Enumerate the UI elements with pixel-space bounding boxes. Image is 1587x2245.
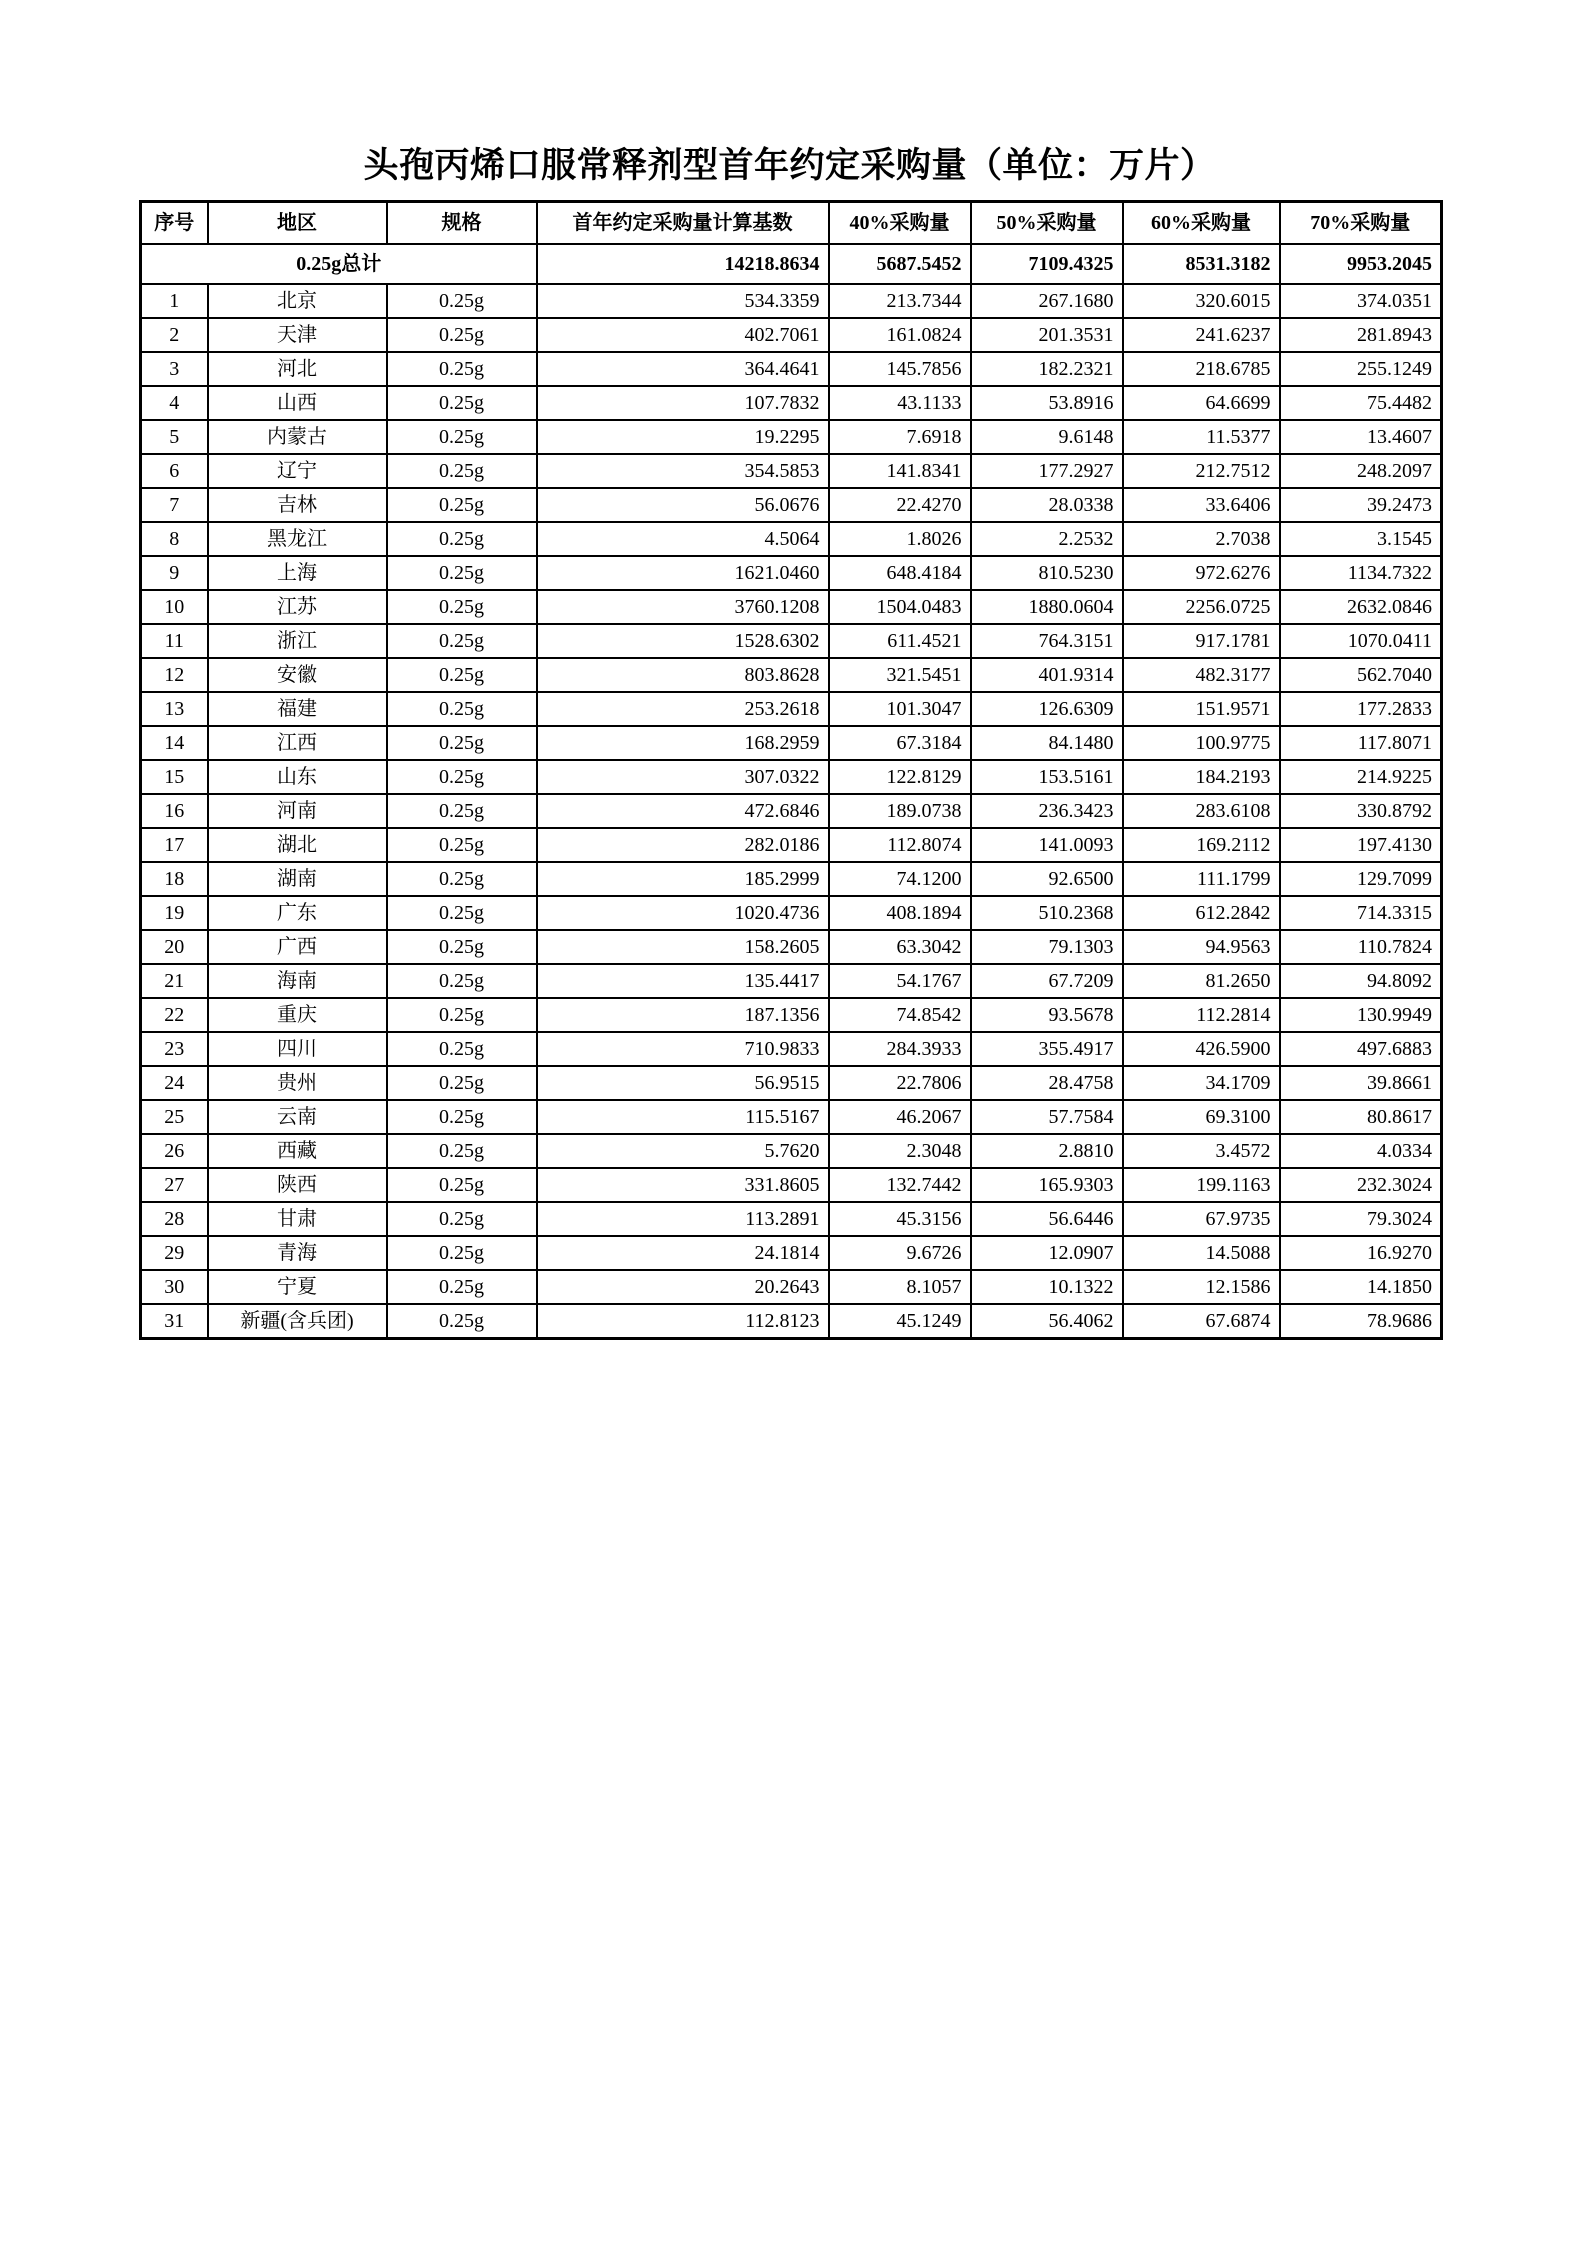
pct40-value: 45.1249: [829, 1304, 971, 1339]
spec: 0.25g: [387, 930, 537, 964]
base-value: 803.8628: [537, 658, 829, 692]
pct40-value: 145.7856: [829, 352, 971, 386]
pct40-value: 22.4270: [829, 488, 971, 522]
table-row: [141, 692, 1442, 726]
pct60-value: 12.1586: [1123, 1270, 1280, 1304]
region-name: 陕西: [208, 1168, 387, 1202]
region-name: 西藏: [208, 1134, 387, 1168]
total-base-value: 14218.8634: [537, 244, 829, 284]
base-value: 4.5064: [537, 522, 829, 556]
spec: 0.25g: [387, 1202, 537, 1236]
pct60-value: 241.6237: [1123, 318, 1280, 352]
row-index: 9: [141, 556, 208, 590]
column-header: 首年约定采购量计算基数: [537, 202, 829, 245]
spec: 0.25g: [387, 1168, 537, 1202]
pct50-value: 12.0907: [971, 1236, 1123, 1270]
pct50-value: 53.8916: [971, 386, 1123, 420]
row-index: 8: [141, 522, 208, 556]
document-sheet: [139, 138, 1440, 1340]
pct50-value: 57.7584: [971, 1100, 1123, 1134]
pct70-value: 497.6883: [1280, 1032, 1442, 1066]
pct60-value: 972.6276: [1123, 556, 1280, 590]
pct70-value: 75.4482: [1280, 386, 1442, 420]
page-title: 头孢丙烯口服常释剂型首年约定采购量（单位：万片）: [363, 146, 1216, 185]
region-name: 辽宁: [208, 454, 387, 488]
pct50-value: 236.3423: [971, 794, 1123, 828]
row-index: 5: [141, 420, 208, 454]
spec: 0.25g: [387, 1304, 537, 1339]
pct40-value: 46.2067: [829, 1100, 971, 1134]
pct40-value: 141.8341: [829, 454, 971, 488]
pct70-value: 281.8943: [1280, 318, 1442, 352]
pct70-value: 2632.0846: [1280, 590, 1442, 624]
pct60-value: 184.2193: [1123, 760, 1280, 794]
region-name: 广东: [208, 896, 387, 930]
pct40-value: 63.3042: [829, 930, 971, 964]
row-index: 3: [141, 352, 208, 386]
pct60-value: 3.4572: [1123, 1134, 1280, 1168]
row-index: 17: [141, 828, 208, 862]
pct60-value: 69.3100: [1123, 1100, 1280, 1134]
region-name: 河北: [208, 352, 387, 386]
row-index: 15: [141, 760, 208, 794]
region-name: 天津: [208, 318, 387, 352]
region-name: 江西: [208, 726, 387, 760]
region-name: 河南: [208, 794, 387, 828]
pct60-value: 64.6699: [1123, 386, 1280, 420]
pct70-value: 78.9686: [1280, 1304, 1442, 1339]
table-row: [141, 1100, 1442, 1134]
pct40-value: 122.8129: [829, 760, 971, 794]
region-name: 内蒙古: [208, 420, 387, 454]
pct60-value: 67.6874: [1123, 1304, 1280, 1339]
total-p70-value: 9953.2045: [1280, 244, 1442, 284]
base-value: 112.8123: [537, 1304, 829, 1339]
pct40-value: 101.3047: [829, 692, 971, 726]
pct40-value: 112.8074: [829, 828, 971, 862]
row-index: 30: [141, 1270, 208, 1304]
pct70-value: 248.2097: [1280, 454, 1442, 488]
pct50-value: 177.2927: [971, 454, 1123, 488]
pct40-value: 611.4521: [829, 624, 971, 658]
table-row: [141, 556, 1442, 590]
pct50-value: 28.4758: [971, 1066, 1123, 1100]
row-index: 18: [141, 862, 208, 896]
pct70-value: 79.3024: [1280, 1202, 1442, 1236]
base-value: 115.5167: [537, 1100, 829, 1134]
pct40-value: 8.1057: [829, 1270, 971, 1304]
base-value: 354.5853: [537, 454, 829, 488]
base-value: 24.1814: [537, 1236, 829, 1270]
spec: 0.25g: [387, 964, 537, 998]
spec: 0.25g: [387, 556, 537, 590]
pct50-value: 2.8810: [971, 1134, 1123, 1168]
base-value: 56.9515: [537, 1066, 829, 1100]
region-name: 四川: [208, 1032, 387, 1066]
region-name: 北京: [208, 284, 387, 318]
region-name: 山西: [208, 386, 387, 420]
base-value: 307.0322: [537, 760, 829, 794]
pct50-value: 84.1480: [971, 726, 1123, 760]
table-row: [141, 590, 1442, 624]
pct70-value: 80.8617: [1280, 1100, 1442, 1134]
pct50-value: 1880.0604: [971, 590, 1123, 624]
column-header: 60%采购量: [1123, 202, 1280, 245]
region-name: 山东: [208, 760, 387, 794]
base-value: 534.3359: [537, 284, 829, 318]
table-row: [141, 1202, 1442, 1236]
pct40-value: 189.0738: [829, 794, 971, 828]
column-header: 70%采购量: [1280, 202, 1442, 245]
pct70-value: 4.0334: [1280, 1134, 1442, 1168]
region-name: 云南: [208, 1100, 387, 1134]
pct60-value: 212.7512: [1123, 454, 1280, 488]
row-index: 6: [141, 454, 208, 488]
table-row: [141, 1270, 1442, 1304]
region-name: 吉林: [208, 488, 387, 522]
pct70-value: 14.1850: [1280, 1270, 1442, 1304]
base-value: 3760.1208: [537, 590, 829, 624]
pct50-value: 182.2321: [971, 352, 1123, 386]
pct70-value: 374.0351: [1280, 284, 1442, 318]
table-row: [141, 318, 1442, 352]
pct50-value: 267.1680: [971, 284, 1123, 318]
region-name: 安徽: [208, 658, 387, 692]
spec: 0.25g: [387, 658, 537, 692]
pct70-value: 197.4130: [1280, 828, 1442, 862]
table-row: [141, 1236, 1442, 1270]
table-row: [141, 1134, 1442, 1168]
region-name: 浙江: [208, 624, 387, 658]
spec: 0.25g: [387, 794, 537, 828]
total-label: 0.25g总计: [141, 244, 537, 284]
pct60-value: 283.6108: [1123, 794, 1280, 828]
base-value: 331.8605: [537, 1168, 829, 1202]
table-row: [141, 862, 1442, 896]
pct60-value: 94.9563: [1123, 930, 1280, 964]
base-value: 168.2959: [537, 726, 829, 760]
table-row: [141, 352, 1442, 386]
row-index: 11: [141, 624, 208, 658]
row-index: 14: [141, 726, 208, 760]
pct40-value: 648.4184: [829, 556, 971, 590]
pct40-value: 284.3933: [829, 1032, 971, 1066]
pct50-value: 93.5678: [971, 998, 1123, 1032]
row-index: 29: [141, 1236, 208, 1270]
base-value: 472.6846: [537, 794, 829, 828]
row-index: 1: [141, 284, 208, 318]
spec: 0.25g: [387, 828, 537, 862]
spec: 0.25g: [387, 862, 537, 896]
base-value: 1020.4736: [537, 896, 829, 930]
region-name: 贵州: [208, 1066, 387, 1100]
spec: 0.25g: [387, 760, 537, 794]
table-row: [141, 930, 1442, 964]
pct50-value: 56.4062: [971, 1304, 1123, 1339]
spec: 0.25g: [387, 1236, 537, 1270]
pct40-value: 9.6726: [829, 1236, 971, 1270]
pct60-value: 218.6785: [1123, 352, 1280, 386]
row-index: 2: [141, 318, 208, 352]
pct70-value: 214.9225: [1280, 760, 1442, 794]
pct50-value: 126.6309: [971, 692, 1123, 726]
base-value: 185.2999: [537, 862, 829, 896]
region-name: 新疆(含兵团): [208, 1304, 387, 1339]
table-row: [141, 1168, 1442, 1202]
table-row: [141, 386, 1442, 420]
pct50-value: 201.3531: [971, 318, 1123, 352]
region-name: 湖南: [208, 862, 387, 896]
region-name: 宁夏: [208, 1270, 387, 1304]
pct60-value: 482.3177: [1123, 658, 1280, 692]
pct40-value: 45.3156: [829, 1202, 971, 1236]
base-value: 135.4417: [537, 964, 829, 998]
spec: 0.25g: [387, 284, 537, 318]
pct40-value: 408.1894: [829, 896, 971, 930]
table-row: [141, 828, 1442, 862]
pct60-value: 320.6015: [1123, 284, 1280, 318]
row-index: 19: [141, 896, 208, 930]
pct60-value: 81.2650: [1123, 964, 1280, 998]
row-index: 13: [141, 692, 208, 726]
pct70-value: 94.8092: [1280, 964, 1442, 998]
base-value: 710.9833: [537, 1032, 829, 1066]
table-row: [141, 896, 1442, 930]
pct60-value: 426.5900: [1123, 1032, 1280, 1066]
region-name: 重庆: [208, 998, 387, 1032]
base-value: 402.7061: [537, 318, 829, 352]
pct70-value: 330.8792: [1280, 794, 1442, 828]
pct40-value: 67.3184: [829, 726, 971, 760]
pct70-value: 1070.0411: [1280, 624, 1442, 658]
pct60-value: 33.6406: [1123, 488, 1280, 522]
spec: 0.25g: [387, 590, 537, 624]
base-value: 20.2643: [537, 1270, 829, 1304]
pct60-value: 14.5088: [1123, 1236, 1280, 1270]
pct50-value: 10.1322: [971, 1270, 1123, 1304]
pct60-value: 67.9735: [1123, 1202, 1280, 1236]
row-index: 20: [141, 930, 208, 964]
base-value: 5.7620: [537, 1134, 829, 1168]
table-row: [141, 420, 1442, 454]
region-name: 福建: [208, 692, 387, 726]
pct40-value: 74.1200: [829, 862, 971, 896]
pct40-value: 7.6918: [829, 420, 971, 454]
pct50-value: 67.7209: [971, 964, 1123, 998]
pct70-value: 562.7040: [1280, 658, 1442, 692]
table-row: [141, 454, 1442, 488]
pct40-value: 213.7344: [829, 284, 971, 318]
pct60-value: 100.9775: [1123, 726, 1280, 760]
base-value: 158.2605: [537, 930, 829, 964]
spec: 0.25g: [387, 1032, 537, 1066]
spec: 0.25g: [387, 998, 537, 1032]
spec: 0.25g: [387, 726, 537, 760]
spec: 0.25g: [387, 352, 537, 386]
pct60-value: 112.2814: [1123, 998, 1280, 1032]
pct50-value: 141.0093: [971, 828, 1123, 862]
base-value: 364.4641: [537, 352, 829, 386]
pct40-value: 54.1767: [829, 964, 971, 998]
pct50-value: 401.9314: [971, 658, 1123, 692]
table-row: [141, 522, 1442, 556]
pct60-value: 169.2112: [1123, 828, 1280, 862]
pct60-value: 34.1709: [1123, 1066, 1280, 1100]
pct50-value: 2.2532: [971, 522, 1123, 556]
pct70-value: 177.2833: [1280, 692, 1442, 726]
spec: 0.25g: [387, 522, 537, 556]
table-row: [141, 1066, 1442, 1100]
column-header: 地区: [208, 202, 387, 245]
row-index: 25: [141, 1100, 208, 1134]
spec: 0.25g: [387, 624, 537, 658]
pct50-value: 764.3151: [971, 624, 1123, 658]
table-row: [141, 760, 1442, 794]
table-row: [141, 284, 1442, 318]
row-index: 24: [141, 1066, 208, 1100]
total-row: [141, 244, 1442, 284]
table-row: [141, 726, 1442, 760]
region-name: 江苏: [208, 590, 387, 624]
row-index: 10: [141, 590, 208, 624]
spec: 0.25g: [387, 1100, 537, 1134]
column-header: 50%采购量: [971, 202, 1123, 245]
pct50-value: 56.6446: [971, 1202, 1123, 1236]
pct50-value: 92.6500: [971, 862, 1123, 896]
pct70-value: 129.7099: [1280, 862, 1442, 896]
pct60-value: 199.1163: [1123, 1168, 1280, 1202]
pct50-value: 355.4917: [971, 1032, 1123, 1066]
pct40-value: 161.0824: [829, 318, 971, 352]
row-index: 22: [141, 998, 208, 1032]
pct60-value: 111.1799: [1123, 862, 1280, 896]
pct70-value: 255.1249: [1280, 352, 1442, 386]
pct50-value: 510.2368: [971, 896, 1123, 930]
spec: 0.25g: [387, 386, 537, 420]
pct50-value: 810.5230: [971, 556, 1123, 590]
spec: 0.25g: [387, 1270, 537, 1304]
total-p60-value: 8531.3182: [1123, 244, 1280, 284]
pct60-value: 151.9571: [1123, 692, 1280, 726]
table-body: [141, 244, 1442, 1339]
table-row: [141, 1032, 1442, 1066]
pct60-value: 917.1781: [1123, 624, 1280, 658]
pct40-value: 43.1133: [829, 386, 971, 420]
pct70-value: 3.1545: [1280, 522, 1442, 556]
pct50-value: 153.5161: [971, 760, 1123, 794]
row-index: 16: [141, 794, 208, 828]
spec: 0.25g: [387, 1134, 537, 1168]
row-index: 12: [141, 658, 208, 692]
pct50-value: 9.6148: [971, 420, 1123, 454]
pct70-value: 16.9270: [1280, 1236, 1442, 1270]
spec: 0.25g: [387, 488, 537, 522]
pct60-value: 2.7038: [1123, 522, 1280, 556]
spec: 0.25g: [387, 454, 537, 488]
procurement-table: [139, 200, 1443, 1340]
pct40-value: 321.5451: [829, 658, 971, 692]
pct50-value: 79.1303: [971, 930, 1123, 964]
base-value: 19.2295: [537, 420, 829, 454]
pct50-value: 165.9303: [971, 1168, 1123, 1202]
pct70-value: 130.9949: [1280, 998, 1442, 1032]
table-row: [141, 488, 1442, 522]
table-row: [141, 794, 1442, 828]
pct40-value: 22.7806: [829, 1066, 971, 1100]
column-header: 序号: [141, 202, 208, 245]
row-index: 7: [141, 488, 208, 522]
total-p40-value: 5687.5452: [829, 244, 971, 284]
base-value: 187.1356: [537, 998, 829, 1032]
pct60-value: 11.5377: [1123, 420, 1280, 454]
pct40-value: 2.3048: [829, 1134, 971, 1168]
pct70-value: 39.8661: [1280, 1066, 1442, 1100]
row-index: 27: [141, 1168, 208, 1202]
spec: 0.25g: [387, 420, 537, 454]
pct40-value: 1.8026: [829, 522, 971, 556]
pct70-value: 13.4607: [1280, 420, 1442, 454]
table-row: [141, 998, 1442, 1032]
total-p50-value: 7109.4325: [971, 244, 1123, 284]
row-index: 26: [141, 1134, 208, 1168]
row-index: 4: [141, 386, 208, 420]
pct40-value: 74.8542: [829, 998, 971, 1032]
row-index: 28: [141, 1202, 208, 1236]
pct60-value: 612.2842: [1123, 896, 1280, 930]
row-index: 31: [141, 1304, 208, 1339]
table-row: [141, 624, 1442, 658]
base-value: 113.2891: [537, 1202, 829, 1236]
row-index: 23: [141, 1032, 208, 1066]
pct50-value: 28.0338: [971, 488, 1123, 522]
spec: 0.25g: [387, 896, 537, 930]
pct70-value: 714.3315: [1280, 896, 1442, 930]
column-header: 规格: [387, 202, 537, 245]
region-name: 黑龙江: [208, 522, 387, 556]
base-value: 107.7832: [537, 386, 829, 420]
table-row: [141, 1304, 1442, 1339]
table-row: [141, 964, 1442, 998]
base-value: 1621.0460: [537, 556, 829, 590]
pct70-value: 1134.7322: [1280, 556, 1442, 590]
base-value: 56.0676: [537, 488, 829, 522]
header-row: [141, 202, 1442, 245]
table-row: [141, 658, 1442, 692]
pct60-value: 2256.0725: [1123, 590, 1280, 624]
pct70-value: 232.3024: [1280, 1168, 1442, 1202]
region-name: 上海: [208, 556, 387, 590]
region-name: 海南: [208, 964, 387, 998]
pct40-value: 1504.0483: [829, 590, 971, 624]
spec: 0.25g: [387, 1066, 537, 1100]
region-name: 青海: [208, 1236, 387, 1270]
region-name: 甘肃: [208, 1202, 387, 1236]
spec: 0.25g: [387, 692, 537, 726]
base-value: 253.2618: [537, 692, 829, 726]
region-name: 广西: [208, 930, 387, 964]
pct40-value: 132.7442: [829, 1168, 971, 1202]
pct70-value: 117.8071: [1280, 726, 1442, 760]
pct70-value: 39.2473: [1280, 488, 1442, 522]
row-index: 21: [141, 964, 208, 998]
base-value: 282.0186: [537, 828, 829, 862]
column-header: 40%采购量: [829, 202, 971, 245]
region-name: 湖北: [208, 828, 387, 862]
base-value: 1528.6302: [537, 624, 829, 658]
spec: 0.25g: [387, 318, 537, 352]
pct70-value: 110.7824: [1280, 930, 1442, 964]
